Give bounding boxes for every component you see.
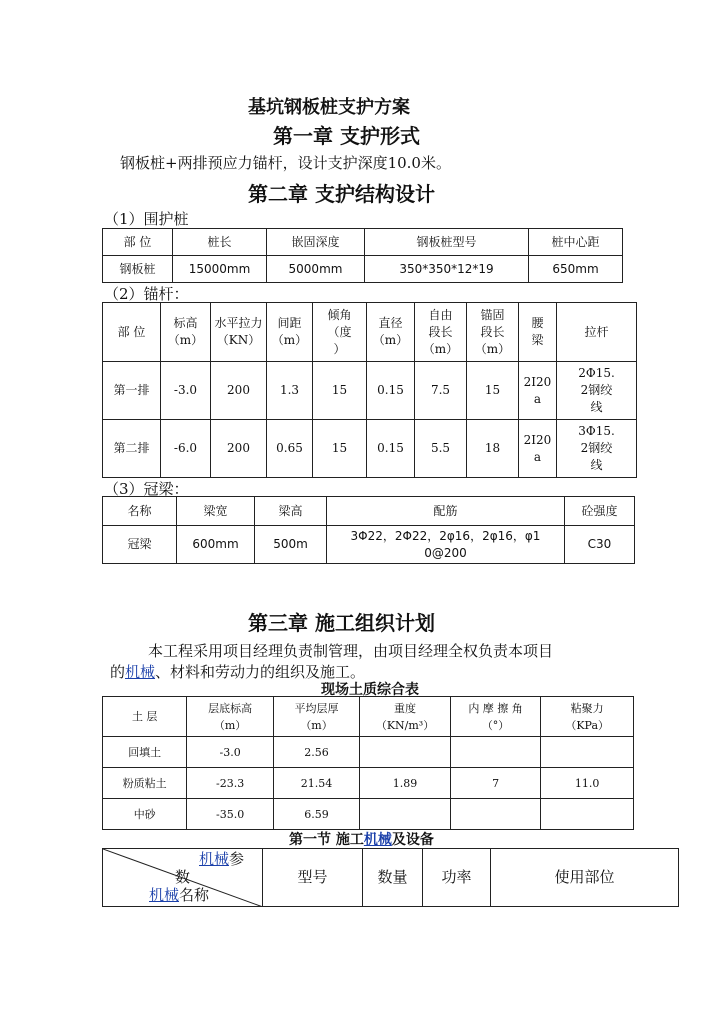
pile-header: 嵌固深度 — [267, 229, 365, 256]
crown-cell: 3Φ22，2Φ22，2φ16，2φ16，φ1 0@200 — [327, 526, 565, 564]
equip-header: 型号 — [263, 849, 363, 907]
equip-header: 功率 — [423, 849, 491, 907]
pile-header: 桩长 — [173, 229, 267, 256]
equip-header: 使用部位 — [491, 849, 679, 907]
crown-cell: C30 — [565, 526, 635, 564]
pile-cell: 650mm — [529, 256, 623, 283]
anchor-label: （2）锚杆： — [104, 285, 189, 303]
anchor-header: 自由 段长 （m） — [415, 303, 467, 362]
soil-header: 土 层 — [103, 697, 187, 737]
soil-cell: -35.0 — [187, 799, 273, 830]
soil-cell: 2.56 — [273, 737, 359, 768]
anchor-cell: 0.15 — [367, 362, 415, 420]
soil-cell — [360, 799, 451, 830]
diagonal-header-cell — [103, 849, 263, 907]
pile-header: 钢板桩型号 — [365, 229, 529, 256]
crown-header: 梁宽 — [177, 497, 255, 526]
soil-cell: 粉质粘土 — [103, 768, 187, 799]
soil-cell: 21.54 — [273, 768, 359, 799]
pile-cell: 5000mm — [267, 256, 365, 283]
anchor-cell: -6.0 — [161, 420, 211, 478]
anchor-cell: 18 — [467, 420, 519, 478]
anchor-cell: 15 — [313, 420, 367, 478]
anchor-header: 倾角 （度 ） — [313, 303, 367, 362]
anchor-header: 锚固 段长 （m） — [467, 303, 519, 362]
anchor-header: 拉杆 — [557, 303, 637, 362]
section-text: 及设备 — [391, 832, 434, 848]
crown-header: 配筋 — [327, 497, 565, 526]
anchor-cell: 1.3 — [267, 362, 313, 420]
doc-title: 基坑钢板桩支护方案 — [248, 97, 410, 118]
para-text: 、材料和劳动力的组织及施工。 — [155, 663, 366, 681]
anchor-cell: 5.5 — [415, 420, 467, 478]
anchor-cell: 200 — [211, 362, 267, 420]
soil-cell — [541, 799, 634, 830]
anchor-header: 标高 （m） — [161, 303, 211, 362]
anchor-header: 间距 （m） — [267, 303, 313, 362]
pile-header: 部 位 — [103, 229, 173, 256]
anchor-header: 直径 （m） — [367, 303, 415, 362]
anchor-cell: 200 — [211, 420, 267, 478]
anchor-cell: 3Φ15. 2钢绞 线 — [557, 420, 637, 478]
soil-header: 粘聚力 （KPa） — [541, 697, 634, 737]
soil-cell — [450, 799, 541, 830]
anchor-cell: 第一排 — [103, 362, 161, 420]
anchor-header: 腰 梁 — [519, 303, 557, 362]
pile-table — [102, 228, 623, 283]
crown-header: 梁高 — [255, 497, 327, 526]
soil-cell — [541, 737, 634, 768]
anchor-header: 水平拉力 （KN） — [211, 303, 267, 362]
soil-cell: 6.59 — [273, 799, 359, 830]
soil-header: 重度 （KN/m³） — [360, 697, 451, 737]
chapter3-title: 第三章 施工组织计划 — [248, 611, 435, 635]
soil-header: 平均层厚 （m） — [273, 697, 359, 737]
crown-cell: 冠梁 — [103, 526, 177, 564]
equip-header: 数量 — [363, 849, 423, 907]
section-text: 第一节 施工 — [289, 832, 364, 848]
section1-title — [289, 829, 434, 849]
soil-cell: 11.0 — [541, 768, 634, 799]
anchor-cell: 2Φ15. 2钢绞 线 — [557, 362, 637, 420]
anchor-cell: 第二排 — [103, 420, 161, 478]
soil-cell — [450, 737, 541, 768]
anchor-table — [102, 302, 637, 478]
anchor-cell: 0.15 — [367, 420, 415, 478]
pile-cell: 钢板桩 — [103, 256, 173, 283]
pile-cell: 350*350*12*19 — [365, 256, 529, 283]
anchor-cell: -3.0 — [161, 362, 211, 420]
chapter2-title: 第二章 支护结构设计 — [248, 182, 435, 206]
diag-text: 名称 — [179, 886, 210, 904]
anchor-cell: 2I20 a — [519, 362, 557, 420]
soil-cell: 1.89 — [360, 768, 451, 799]
machinery-link[interactable]: 机械 — [125, 663, 156, 681]
chapter1-title: 第一章 支护形式 — [273, 124, 420, 148]
soil-cell: -23.3 — [187, 768, 273, 799]
anchor-cell: 2I20 a — [519, 420, 557, 478]
anchor-cell: 0.65 — [267, 420, 313, 478]
soil-header: 层底标高 （m） — [187, 697, 273, 737]
pile-cell: 15000mm — [173, 256, 267, 283]
soil-cell: -3.0 — [187, 737, 273, 768]
anchor-header: 部 位 — [103, 303, 161, 362]
crown-cell: 600mm — [177, 526, 255, 564]
anchor-cell: 15 — [313, 362, 367, 420]
machinery-link[interactable]: 机械 — [363, 832, 392, 848]
crown-cell: 500m — [255, 526, 327, 564]
anchor-cell: 15 — [467, 362, 519, 420]
chapter3-para-line1: 本工程采用项目经理负责制管理，由项目经理全权负责本项目 — [148, 642, 554, 660]
crown-header: 名称 — [103, 497, 177, 526]
soil-cell: 中砂 — [103, 799, 187, 830]
soil-cell: 回填土 — [103, 737, 187, 768]
soil-cell — [360, 737, 451, 768]
diag-bottom — [149, 887, 209, 904]
diag-text: 参 — [229, 850, 245, 868]
crown-label: （3）冠梁： — [104, 480, 189, 498]
equipment-table — [102, 848, 679, 907]
chapter1-text: 钢板桩+两排预应力锚杆，设计支护深度10.0米。 — [120, 154, 451, 172]
para-text: 的 — [110, 663, 126, 681]
crown-table — [102, 496, 635, 564]
soil-header: 内 摩 擦 角 （°） — [450, 697, 541, 737]
diag-mid: 数 — [175, 868, 191, 886]
soil-caption: 现场土质综合表 — [321, 682, 419, 698]
soil-cell: 7 — [450, 768, 541, 799]
crown-header: 砼强度 — [565, 497, 635, 526]
pile-header: 桩中心距 — [529, 229, 623, 256]
anchor-cell: 7.5 — [415, 362, 467, 420]
machinery-link[interactable]: 机械 — [199, 850, 230, 868]
soil-table — [102, 696, 634, 830]
diag-top — [199, 851, 244, 868]
machinery-link[interactable]: 机械 — [149, 886, 180, 904]
pile-label: （1）围护桩 — [104, 210, 189, 228]
